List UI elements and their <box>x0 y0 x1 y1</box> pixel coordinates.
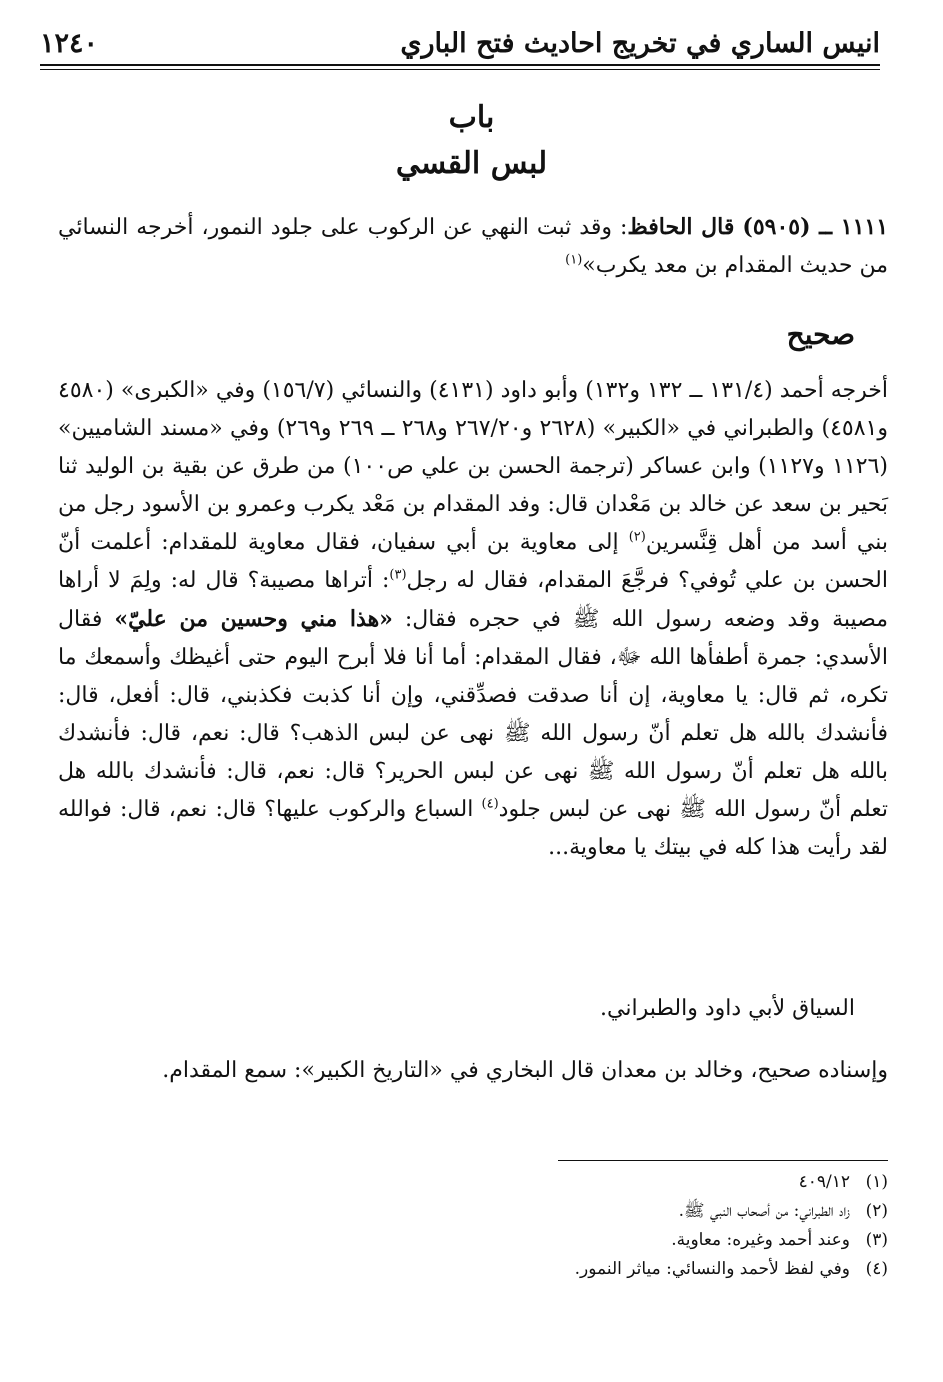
footnote-number: (١) <box>865 1172 888 1192</box>
takhrij-text: السباع والركوب عليها؟ قال: نعم، قال: فوالله لقد رأيت هذا كله في بيتك يا معاوية... <box>58 797 888 860</box>
footnote-text: وفي لفظ لأحمد والنسائي: مياثر النمور. <box>574 1259 850 1279</box>
footnote-number: (٤) <box>865 1259 888 1279</box>
entry-number: ١١١١ ــ (٥٩٠٥) <box>742 214 889 240</box>
footnote-item <box>58 1197 888 1226</box>
chapter-label: باب <box>448 100 495 135</box>
siyaq-paragraph: السياق لأبي داود والطبراني. <box>600 996 855 1021</box>
takhrij-text: أخرجه أحمد (١٣١/٤ ــ ١٣٢ و١٣٢) وأبو داود (٤١٣١) والنسائي (١٥٦/٧) وفي «الكبرى» (٤٥٨٠ و٤٥٨١) والطبراني في «الكبير» (٢٦٢٨ و٢٦٧/٢٠ و٢٦٨ ــ ٢٦٩ و٢٦٩) وفي «مسند الشاميين» (١١٢٦ و١١٢٧) وابن عساكر (ترجمة الحسن بن علي ص١٠٠) من طرق عن بقية بن الوليد ثنا بَحير بن سعد عن خالد بن مَعْدان قال: وفد المقدام بن مَعْد يكرب وعمرو بن الأسود رجل من بني أسد من أهل قِنَّسرين <box>58 378 889 555</box>
takhrij-text: إلى معاوية بن أبي سفيان، فقال معاوية للمقدام: أعلمت أنّ الحسن بن علي تُوفي؟ فرجَّعَ المقدام، فقال له رجل <box>58 530 888 593</box>
footnote-item <box>58 1226 888 1255</box>
footnote-item <box>58 1168 888 1197</box>
footnote-ref: (٣) <box>389 567 407 583</box>
header-rule-thin <box>40 69 880 70</box>
footnotes <box>58 1168 888 1284</box>
entry-text: : وقد ثبت النهي عن الركوب على جلود النمور، أخرجه النسائي من حديث المقدام بن معد يكرب» <box>58 215 888 278</box>
chapter-title: لبس القسي <box>395 146 548 181</box>
grade-heading: صحيح <box>786 318 855 351</box>
page-header <box>40 22 880 70</box>
takhrij-text: فقال الأسدي: جمرة أطفأها الله ﷻ، فقال المقدام: أما أنا فلا أبرح اليوم حتى أغيظك وأسمعك ما تكره، ثم قال: يا معاوية، إن أنا صدقت فصدِّقني، وإن أنا كذبت فكذبني، قال: أفعل، قال: فأنشدك بالله هل تعلم أنّ رسول الله ﷺ نهى عن لبس الذهب؟ قال: نعم، قال: فأنشدك بالله هل تعلم أنّ رسول الله ﷺ نهى عن لبس الحرير؟ قال: نعم، قال: فأنشدك بالله هل تعلم أنّ رسول الله ﷺ نهى عن لبس جلود <box>58 607 888 822</box>
hadith-entry <box>58 208 888 285</box>
hadith-quote: «هذا مني وحسين من عليّ» <box>114 606 393 632</box>
footnote-text: زاد الطبراني: من أصحاب النبي ﷺ. <box>678 1201 850 1221</box>
footnote-number: (٢) <box>865 1201 888 1221</box>
isnad-paragraph: وإسناده صحيح، وخالد بن معدان قال البخاري في «التاريخ الكبير»: سمع المقدام. <box>162 1058 888 1083</box>
footnote-divider <box>558 1160 888 1161</box>
running-title: انيس الساري في تخريج احاديث فتح الباري <box>400 28 880 59</box>
footnote-number: (٣) <box>865 1230 888 1250</box>
header-rule <box>40 64 880 66</box>
takhrij-text: : أتراها مصيبة؟ قال له: ولِمَ لا أراها مصيبة وقد وضعه رسول الله ﷺ في حجره فقال: <box>58 568 888 632</box>
footnote-text: ٤٠٩/١٢ <box>798 1172 850 1192</box>
hafiz-label: قال الحافظ <box>627 214 735 240</box>
footnote-ref: (٤) <box>481 796 499 812</box>
footnote-item <box>58 1255 888 1284</box>
page-number: ١٢٤٠ <box>40 28 99 59</box>
footnote-ref: (٢) <box>628 529 646 545</box>
footnote-text: وعند أحمد وغيره: معاوية. <box>671 1230 850 1250</box>
footnote-ref: (١) <box>565 252 583 268</box>
takhrij-paragraph <box>58 372 888 867</box>
